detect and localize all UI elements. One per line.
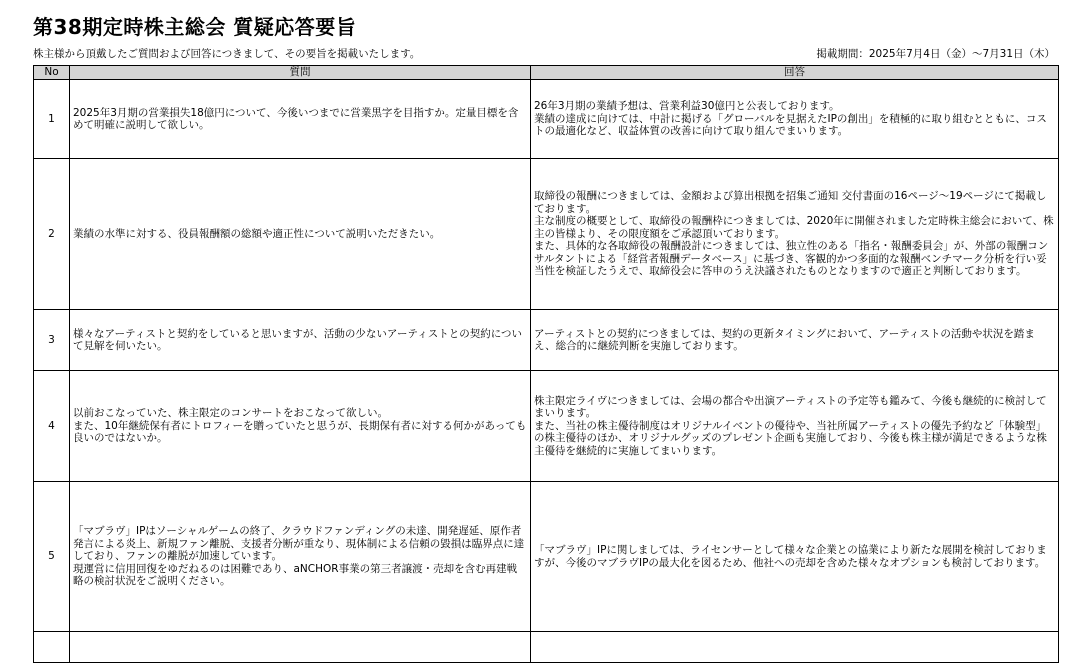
answer-text: アーティストとの契約につきましては、契約の更新タイミングにおいて、アーティストの活動や状況を踏まえ、総合的に継続判断を実施しております。 (534, 327, 1035, 352)
answer-text: 「マブラヴ」IPに関しましては、ライセンサーとして様々な企業との協業により新たな展開を検討しておりますが、今後のマブラヴIPの最大化を図るため、他社への売却を含めた様々なオプションも検討しております。 (534, 544, 1047, 569)
page-title: 第38期定時株主総会 質疑応答要旨 (33, 15, 357, 39)
answer-cell (531, 371, 1059, 482)
question-cell (70, 482, 531, 632)
table-row (34, 159, 1059, 310)
column-header-answer: 回答 (531, 66, 1059, 80)
qa-table (33, 65, 1059, 663)
row-number: 3 (34, 310, 70, 371)
row-number: 1 (34, 80, 70, 159)
question-text: 様々なアーティストと契約をしていると思いますが、活動の少ないアーティストとの契約について見解を伺いたい。 (73, 327, 522, 352)
table-row (34, 482, 1059, 632)
column-header-question: 質問 (70, 66, 531, 80)
answer-text: 取締役の報酬につきましては、金額および算出根拠を招集ご通知 交付書面の16ページ～19ページにて掲載しております。 主な制度の概要として、取締役の報酬枠につきましては、2020年に開催されました定時株主総会において、株主の皆様より、その限度額をご承認頂いております。 また、具体的な各取締役の報酬設計につきましては、独立性のある「指名・報酬委員会」が、外部の報酬コンサルタントによる「経営者報酬データベース」に基づき、客観的かつ多面的な報酬ベンチマーク分析を行い妥当性を検証したうえで、取締役会に答申のうえ決議されたものとなりますので適正と判断しております。 (534, 190, 1054, 278)
table-row (34, 310, 1059, 371)
question-cell (70, 310, 531, 371)
answer-text: 株主限定ライヴにつきましては、会場の都合や出演アーティストの予定等も鑑みて、今後も継続的に検討してまいります。 また、当社の株主優待制度はオリジナルイベントの優待や、当社所属アーティストの優先予約など「体験型」の株主優待のほか、オリジナルグッズのプレゼント企画も実施しており、今後も株主様が満足できるような株主優待を継続的に実施してまいります。 (534, 394, 1047, 457)
question-text: 「マブラヴ」IPはソーシャルゲームの終了、クラウドファンディングの未達、開発遅延、原作者発言による炎上、新規ファン離脱、支援者分断が重なり、現体制による信頼の毀損は臨界点に達しており、ファンの離脱が加速しています。 現運営に信用回復をゆだねるのは困難であり、aNCHOR事業の第三者譲渡・売却を含む再建戦略の検討状況をご説明ください。 (73, 525, 525, 588)
question-text: 業績の水準に対する、役員報酬額の総額や適正性について説明いただきたい。 (73, 227, 441, 240)
answer-cell (531, 632, 1059, 663)
row-number (34, 632, 70, 663)
table-row (34, 371, 1059, 482)
posting-period: 掲載期間：2025年7月4日（金）～7月31日（木） (816, 48, 1055, 60)
row-number: 5 (34, 482, 70, 632)
table-row (34, 80, 1059, 159)
question-cell (70, 632, 531, 663)
question-text: 以前おこなっていた、株主限定のコンサートをおこなって欲しい。 また、10年継続保有者にトロフィーを贈っていたと思うが、長期保有者に対する何かがあっても良いのではないか。 (73, 407, 527, 445)
answer-cell (531, 159, 1059, 310)
question-text: 2025年3月期の営業損失18億円について、今後いつまでに営業黒字を目指すか。定量目標を含めて明確に説明して欲しい。 (73, 106, 519, 131)
answer-cell (531, 80, 1059, 159)
row-number: 2 (34, 159, 70, 310)
question-cell (70, 80, 531, 159)
row-number: 4 (34, 371, 70, 482)
column-header-no: No (34, 66, 70, 80)
table-header-row (34, 66, 1059, 80)
table-row (34, 632, 1059, 663)
answer-text: 26年3月期の業績予想は、営業利益30億円と公表しております。 業績の達成に向けては、中計に掲げる「グローバルを見据えたIPの創出」を積極的に取り組むとともに、コストの最適化など、収益体質の改善に向けて取り組んでまいります。 (534, 100, 1047, 138)
answer-cell (531, 310, 1059, 371)
answer-cell (531, 482, 1059, 632)
page-subtitle: 株主様から頂戴したご質問および回答につきまして、その要旨を掲載いたします。 (33, 48, 421, 60)
question-cell (70, 159, 531, 310)
question-cell (70, 371, 531, 482)
